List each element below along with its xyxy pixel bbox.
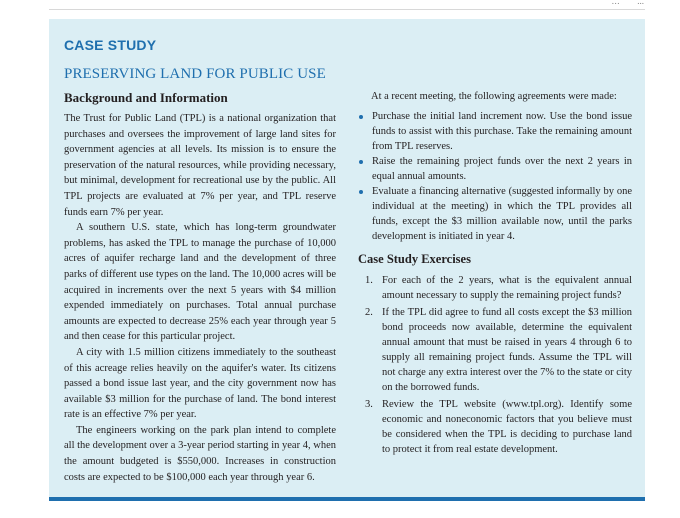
exercises-list: [358, 273, 632, 457]
left-column: [64, 111, 336, 485]
bullet-icon: [359, 190, 363, 194]
agreements-list: [358, 109, 632, 244]
case-study-label: CASE STUDY: [64, 37, 157, 53]
exercise-text: If the TPL did agree to fund all costs except the $3 million bond proceeds now available, determine the equivalent annual amount that must be raised in years 4 through 6 to supply all remaining project funds. Assume the TPL will not charge any extra interest over the 7% to the state or city on the borrowed funds.: [382, 307, 632, 394]
exercise-text: Review the TPL website (www.tpl.org). Identify some economic and noneconomic factors that you believe must be considered when the TPL is deciding to purchase land to protect it from real estate development.: [382, 399, 632, 456]
exercise-item: [358, 273, 632, 303]
exercise-number: 3.: [365, 399, 373, 411]
agreement-text: Purchase the initial land increment now. Use the bond issue funds to assist with this purchase. Take the remaining amount from TPL reserves.: [372, 110, 632, 152]
paragraph: The Trust for Public Land (TPL) is a national organization that purchases and oversees the improvement of large land sites for government agencies at all levels. Its mission is to ensure the preservation of the natural resources, while providing necessary, but minimal, development for recreational use by the public. All TPL projects are evaluated at 7% per year, and TPL reserve funds earn 7% per year.: [64, 113, 336, 218]
running-head: ...: [611, 0, 620, 6]
list-item: [358, 154, 632, 184]
paragraph: The engineers working on the park plan intend to complete all the development over a 3-year period starting in year 4, when the amount budgeted is $550,000. Increases in construction costs are expected to be $100,000 each year through year 6.: [64, 424, 336, 483]
agreement-text: Evaluate a financing alternative (suggested informally by one individual at the meeting) in which the TPL provides all funds, except the $3 million available now, until the parks development is initiated in year 4.: [372, 185, 632, 242]
list-item: [358, 109, 632, 154]
exercise-item: [358, 305, 632, 395]
case-study-title: PRESERVING LAND FOR PUBLIC USE: [64, 66, 326, 82]
list-item: [358, 184, 632, 244]
exercise-text: For each of the 2 years, what is the equivalent annual amount necessary to supply the remaining project funds?: [382, 275, 632, 302]
bullet-icon: [359, 115, 363, 119]
bullet-icon: [359, 160, 363, 164]
page-number: ...: [637, 0, 644, 6]
exercises-heading: Case Study Exercises: [358, 251, 471, 266]
exercise-item: [358, 397, 632, 457]
background-heading: Background and Information: [64, 90, 228, 105]
agreement-text: Raise the remaining project funds over the next 2 years in equal annual amounts.: [372, 155, 632, 182]
paragraph: A city with 1.5 million citizens immediately to the southeast of this acreage relies heavily on the aquifer's water. Its citizens passed a bond issue last year, and the city government now has available $3 million for the purchase of land. The bond interest rate is an effective 7% per year.: [64, 346, 336, 421]
top-divider: [49, 9, 645, 10]
exercise-number: 2.: [365, 307, 373, 319]
exercise-number: 1.: [365, 275, 373, 287]
bottom-accent-bar: [49, 497, 645, 501]
agreements-intro: At a recent meeting, the following agreements were made:: [371, 91, 617, 102]
right-column: [358, 89, 632, 459]
paragraph: A southern U.S. state, which has long-term groundwater problems, has asked the TPL to manage the purchase of 10,000 acres of aquifer recharge land and the development of three parks of different use types on the land. The 10,000 acres will be acquired in increments over the next 5 years with $4 million expended immediately on purchases. Total annual purchase amounts are expected to decrease 25% each year through year 5 and then cease for this particular project.: [64, 222, 336, 343]
